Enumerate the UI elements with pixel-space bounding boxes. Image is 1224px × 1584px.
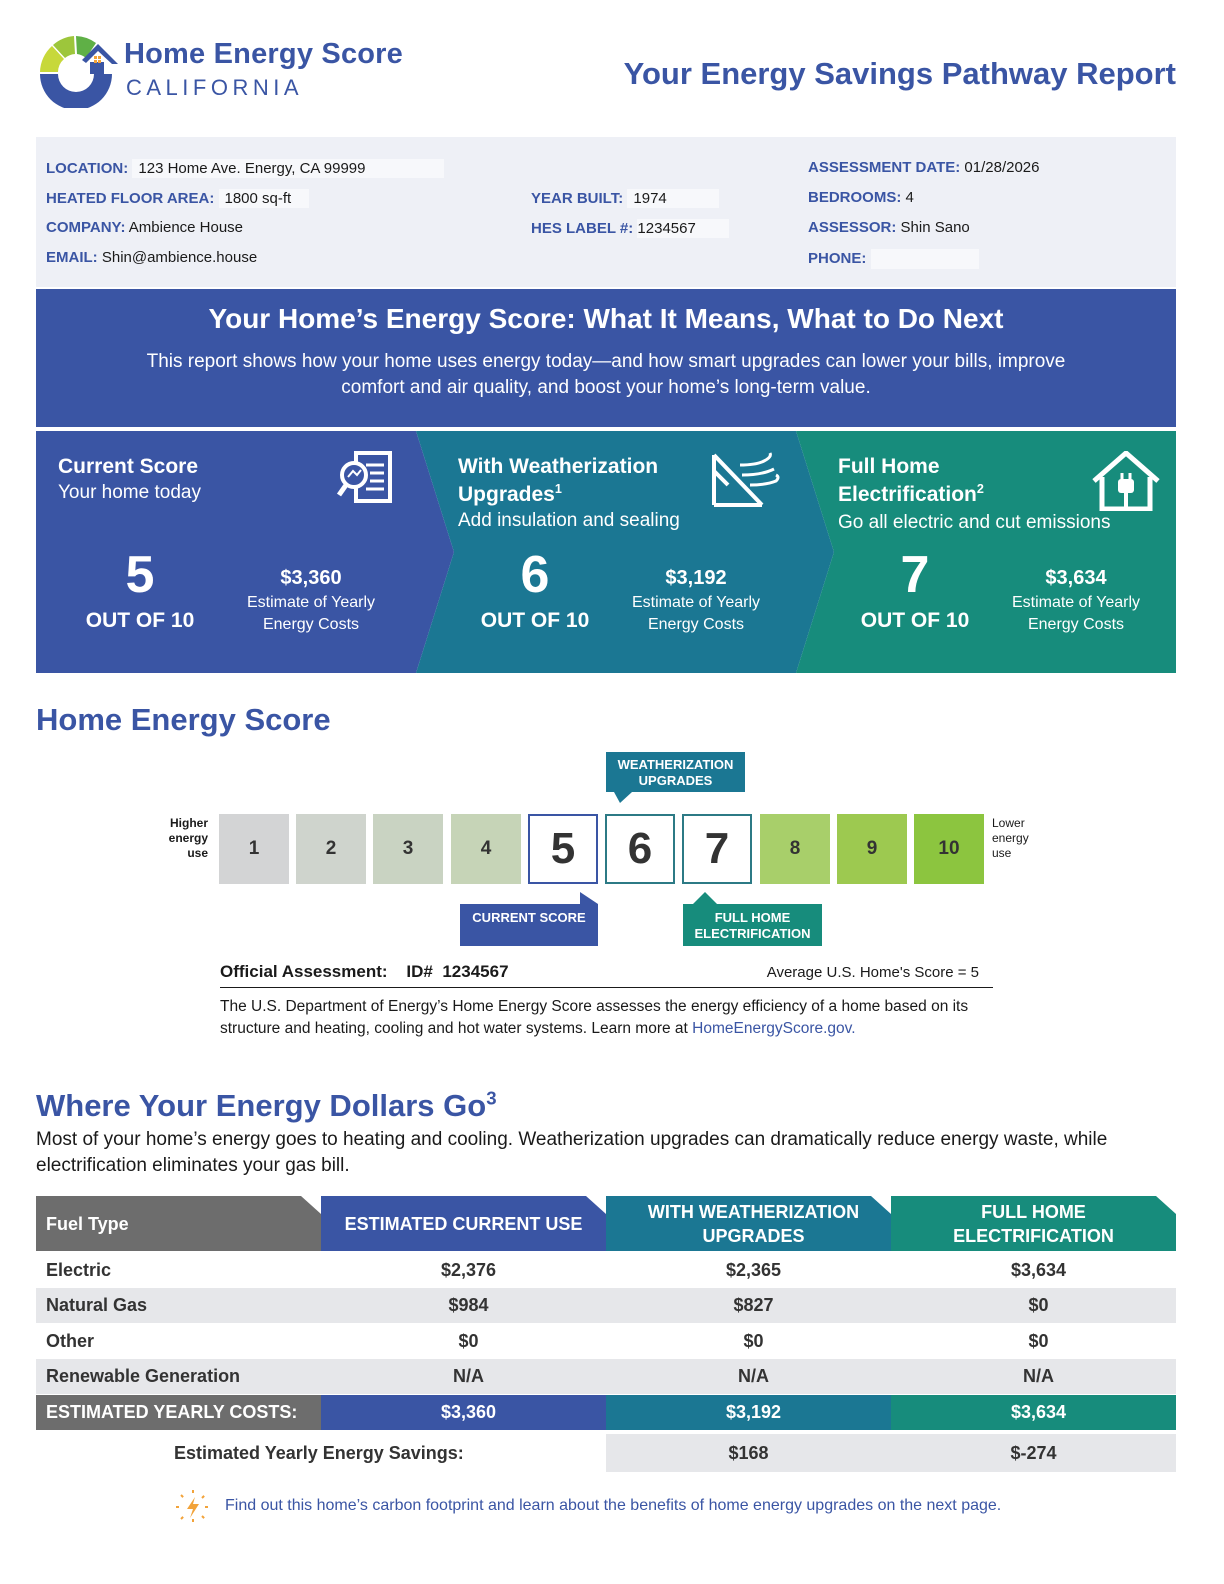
row-value: $0 — [1028, 1295, 1049, 1315]
electric-footnote: 2 — [976, 482, 984, 496]
location-label: LOCATION: — [46, 160, 129, 177]
row-value: $2,365 — [725, 1260, 782, 1280]
house-plug-icon — [1092, 451, 1160, 511]
col-electrification: FULL HOME ELECTRIFICATION — [953, 1201, 1114, 1246]
hes-value: 1234567 — [637, 219, 729, 238]
banner-title: Your Home’s Energy Score: What It Means, What to Do Next — [208, 303, 1004, 334]
row-value: N/A — [453, 1366, 484, 1386]
current-panel-subtitle: Your home today — [58, 482, 201, 503]
row-value: $0 — [458, 1331, 479, 1351]
table-row — [36, 1253, 1176, 1288]
current-tag: CURRENT SCORE — [472, 910, 586, 925]
current-panel-title: Current Score — [58, 455, 199, 478]
assessor-row — [808, 219, 970, 236]
total-label: ESTIMATED YEARLY COSTS: — [46, 1402, 298, 1422]
total-value: $3,192 — [725, 1402, 782, 1422]
higher-energy-text: Higher energy use — [168, 816, 208, 860]
date-value: 01/28/2026 — [964, 159, 1040, 176]
bedrooms-value: 4 — [905, 189, 914, 206]
weather-panel-subtitle: Add insulation and sealing — [458, 510, 680, 531]
floor-area-row — [46, 189, 309, 208]
lower-energy-text: Lower energy use — [992, 816, 1029, 860]
scale-box-3: 3 — [373, 814, 443, 884]
current-cost: $3,360 — [280, 567, 342, 589]
date-label: ASSESSMENT DATE: — [808, 159, 961, 176]
col-fuel-type: Fuel Type — [46, 1213, 129, 1234]
insulation-wind-icon — [712, 451, 780, 509]
year-label: YEAR BUILT: — [531, 190, 624, 207]
electric-out-of: OUT OF 10 — [860, 609, 970, 632]
weather-out-of: OUT OF 10 — [480, 609, 590, 632]
assessor-value: Shin Sano — [900, 219, 970, 236]
doe-description — [220, 996, 1000, 1040]
electric-panel-subtitle: Go all electric and cut emissions — [838, 512, 1111, 533]
scale-box-10: 10 — [914, 814, 984, 884]
location-value: 123 Home Ave. Energy, CA 99999 — [132, 159, 444, 178]
col-current-use: ESTIMATED CURRENT USE — [344, 1213, 583, 1234]
row-value: $2,376 — [440, 1260, 497, 1280]
scale-box-2: 2 — [296, 814, 366, 884]
inspection-report-icon — [336, 449, 394, 509]
official-assessment — [220, 962, 993, 988]
scale-box-8: 8 — [760, 814, 830, 884]
electric-title-line2: Electrification — [838, 483, 977, 506]
scale-box-9: 9 — [837, 814, 907, 884]
total-value: $3,360 — [440, 1402, 497, 1422]
dollars-lead: Most of your home’s energy goes to heating and cooling. Weatherization upgrades can dramatically reduce energy waste, while electrification eliminates your gas bill. — [36, 1129, 1108, 1176]
score-panels — [36, 431, 1176, 673]
row-value: $0 — [743, 1331, 764, 1351]
bedrooms-label: BEDROOMS: — [808, 189, 902, 206]
lower-energy-label — [992, 816, 1042, 861]
table-row — [36, 1288, 1176, 1323]
savings-row — [36, 1434, 1176, 1472]
phone-label: PHONE: — [808, 249, 867, 267]
phone-row — [808, 249, 979, 269]
score-scale-heading: Home Energy Score — [36, 702, 331, 737]
email-value: Shin@ambience.house — [101, 249, 258, 266]
average-score: Average U.S. Home's Score = 5 — [766, 964, 979, 981]
scale-box-6: 6 — [605, 814, 675, 884]
dollars-heading-text: Where Your Energy Dollars Go — [36, 1088, 487, 1123]
total-value: $3,634 — [1010, 1402, 1067, 1422]
year-row — [531, 189, 719, 208]
row-value: N/A — [738, 1366, 769, 1386]
weather-title-line1: With Weatherization — [458, 455, 659, 478]
scale-box-1: 1 — [219, 814, 289, 884]
scale-box-5: 5 — [528, 814, 598, 884]
company-label: COMPANY: — [46, 219, 126, 236]
weather-panel-title — [458, 453, 658, 509]
row-label: Electric — [46, 1260, 112, 1280]
footer-note: Find out this home’s carbon footprint and learn about the benefits of home energy upgrades on the next page. — [225, 1497, 1002, 1514]
weather-cost: $3,192 — [665, 567, 727, 589]
savings-value: $-274 — [1010, 1443, 1057, 1463]
savings-value: $168 — [728, 1443, 769, 1463]
electric-score: 7 — [900, 546, 930, 604]
weather-footnote: 1 — [554, 482, 562, 496]
year-value: 1974 — [627, 189, 719, 208]
intro-banner — [36, 289, 1176, 427]
electric-panel-title — [838, 453, 984, 509]
scale-box-4: 4 — [451, 814, 521, 884]
dollars-footnote: 3 — [486, 1087, 497, 1109]
location-row — [46, 159, 444, 178]
company-value: Ambience House — [128, 219, 244, 236]
email-label: EMAIL: — [46, 249, 98, 266]
row-label: Other — [46, 1331, 95, 1351]
phone-value — [871, 249, 979, 269]
dollars-heading — [36, 1088, 497, 1124]
bedrooms-row — [808, 189, 914, 206]
logo-title: Home Energy Score — [124, 38, 403, 70]
row-label: Renewable Generation — [46, 1366, 241, 1386]
electric-cost-label: Estimate of Yearly Energy Costs — [1011, 594, 1141, 633]
current-cost-label: Estimate of Yearly Energy Costs — [246, 594, 376, 633]
current-score: 5 — [125, 546, 155, 604]
row-value: $984 — [448, 1295, 489, 1315]
report-title: Your Energy Savings Pathway Report — [623, 56, 1176, 91]
electric-cost: $3,634 — [1045, 567, 1107, 589]
floor-area-value: 1800 sq-ft — [219, 189, 309, 208]
weather-title-line2: Upgrades — [458, 483, 555, 506]
row-label: Natural Gas — [46, 1295, 148, 1315]
table-row — [36, 1324, 1176, 1359]
doe-text: The U.S. Department of Energy’s Home Energy Score assesses the energy efficiency of a home based on its structure and heating, cooling and hot water systems. Learn more at — [220, 998, 969, 1037]
banner-text: This report shows how your home uses energy today—and how smart upgrades can lower your bills, improve comfort and air quality, and boost your home’s long-term value. — [146, 351, 1066, 398]
property-info — [36, 137, 1176, 287]
current-out-of: OUT OF 10 — [85, 609, 195, 632]
weather-cost-label: Estimate of Yearly Energy Costs — [631, 594, 761, 633]
table-row — [36, 1359, 1176, 1394]
row-value: N/A — [1023, 1366, 1054, 1386]
higher-energy-label — [150, 816, 208, 861]
floor-area-label: HEATED FLOOR AREA: — [46, 190, 215, 207]
row-value: $0 — [1028, 1331, 1049, 1351]
savings-label: Estimated Yearly Energy Savings: — [174, 1443, 464, 1463]
electric-title-line1: Full Home — [838, 455, 940, 478]
logo-subtitle: CALIFORNIA — [126, 75, 304, 100]
email-row — [46, 249, 257, 266]
logo-mark-icon — [34, 32, 120, 108]
official-id: Official Assessment: ID# 1234567 — [220, 962, 509, 981]
col-weatherization: WITH WEATHERIZATION UPGRADES — [647, 1201, 860, 1246]
weather-score: 6 — [520, 546, 550, 604]
assessor-label: ASSESSOR: — [808, 219, 897, 236]
doe-link[interactable]: HomeEnergyScore.gov. — [692, 1020, 856, 1037]
row-value: $827 — [733, 1295, 774, 1315]
total-row — [36, 1395, 1176, 1430]
date-row — [808, 159, 1039, 176]
weather-tag: WEATHERIZATION UPGRADES — [617, 757, 734, 788]
lightning-bolt-icon — [174, 1489, 212, 1525]
row-value: $3,634 — [1010, 1260, 1067, 1280]
hes-row — [531, 219, 729, 238]
scale-box-7: 7 — [682, 814, 752, 884]
hes-label: HES LABEL #: — [531, 220, 634, 237]
company-row — [46, 219, 243, 236]
electric-tag: FULL HOME ELECTRIFICATION — [694, 910, 811, 941]
